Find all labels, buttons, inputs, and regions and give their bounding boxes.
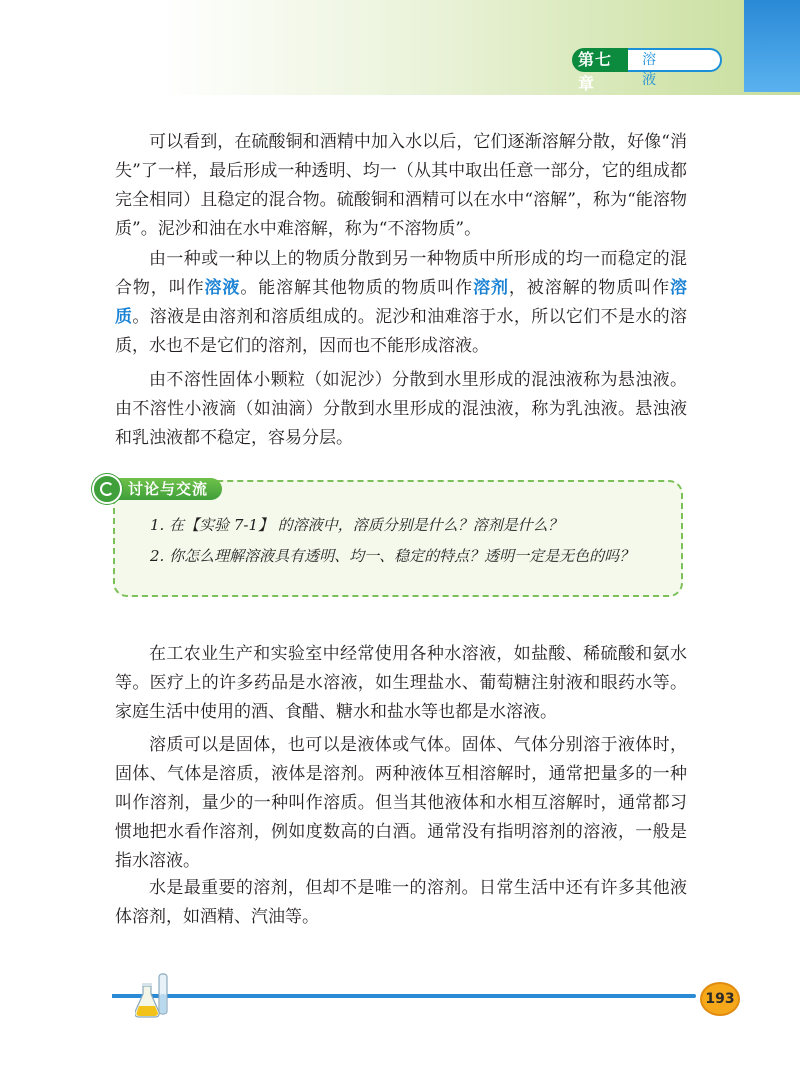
paragraph-2-text-c: ，被溶解的物质叫作 [508,278,671,298]
paragraph-3: 由不溶性固体小颗粒（如泥沙）分散到水里形成的混浊液称为悬浊液。由不溶性小液滴（如油滴）分散到水里形成的混浊液，称为乳浊液。悬浊液和乳浊液都不稳定，容易分层。 [115,370,687,448]
footer-line [128,994,696,998]
chapter-number: 第七章 [572,48,628,72]
header-side-bar [744,0,800,92]
discussion-question-2: 2. 你怎么理解溶液具有透明、均一、稳定的特点？透明一定是无色的吗？ [150,547,635,565]
paragraph-2-text-a: 由一种或一种以上的物质分散到另一种物质中所形成的均一而稳定的混合物，叫作 [115,249,687,298]
paragraph-2 [115,245,687,361]
term-solution: 溶液 [204,278,241,298]
paragraph-4: 在工农业生产和实验室中经常使用各种水溶液，如盐酸、稀硫酸和氨水等。医疗上的许多药品是水溶液，如生理盐水、葡萄糖注射液和眼药水等。家庭生活中使用的酒、食醋、糖水和盐水等也都是水溶液。 [115,644,687,722]
term-solute: 溶质 [115,278,688,327]
paragraph-2-text-d: 。溶液是由溶剂和溶质组成的。泥沙和油难溶于水，所以它们不是水的溶质，水也不是它们的溶剂，因而也不能形成溶液。 [115,307,687,356]
recycle-icon [92,474,122,504]
discussion-label: 讨论与交流 [118,478,222,500]
paragraph-1: 可以看到，在硫酸铜和酒精中加入水以后，它们逐渐溶解分散，好像“消失”了一样，最后形成一种透明、均一（从其中取出任意一部分，它的组成都完全相同）且稳定的混合物。硫酸铜和酒精可以在水中“溶解”，称为“能溶物质”。泥沙和油在水中难溶解，称为“不溶物质”。 [115,132,687,239]
paragraph-2-text-b: 。能溶解其他物质的物质叫作 [240,278,474,298]
paragraph-5: 溶质可以是固体，也可以是液体或气体。固体、气体分别溶于液体时，固体、气体是溶质，液体是溶剂。两种液体互相溶解时，通常把量多的一种叫作溶剂，量少的一种叫作溶质。但当其他液体和水相互溶解时，通常都习惯地把水看作溶剂，例如度数高的白酒。通常没有指明溶剂的溶液，一般是指水溶液。 [115,735,687,871]
flask-icon [135,972,179,1020]
term-solvent: 溶剂 [473,278,509,298]
page-number: 193 [700,982,740,1016]
discussion-question-1: 1. 在【实验 7-1】 的溶液中，溶质分别是什么？溶剂是什么？ [150,516,563,534]
paragraph-6: 水是最重要的溶剂，但却不是唯一的溶剂。日常生活中还有许多其他液体溶剂，如酒精、汽油等。 [115,878,687,927]
chapter-tab [572,48,722,93]
chapter-title: 溶 液 [628,48,722,72]
discussion-header [92,476,222,502]
